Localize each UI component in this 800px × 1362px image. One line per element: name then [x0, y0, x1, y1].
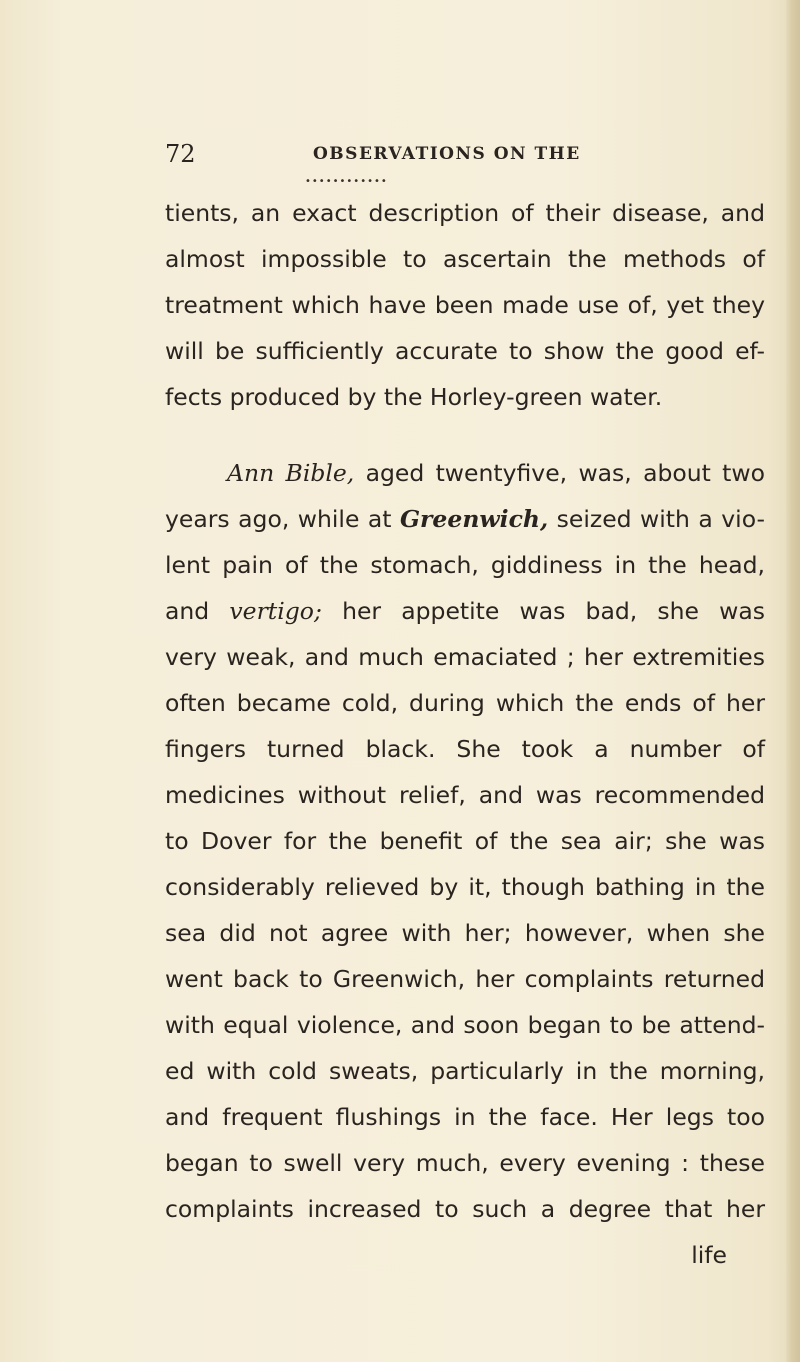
medical-term: vertigo;: [229, 597, 322, 625]
text-line: treatment which have been made use of, yet they: [165, 291, 765, 319]
text-segment: aged twentyfive, was, about two: [365, 459, 765, 487]
text-line: [165, 588, 765, 634]
text-line: and frequent flushings in the face. Her legs too: [165, 1103, 765, 1131]
page-header: [165, 140, 605, 174]
patient-name: Ann Bible,: [227, 459, 355, 487]
text-line: began to swell very much, every evening : these: [165, 1149, 765, 1177]
text-segment: seized with a vio-: [556, 505, 765, 533]
running-head: OBSERVATIONS ON THE: [313, 144, 581, 164]
text-line: to Dover for the benefit of the sea air; she was: [165, 827, 765, 855]
paragraph-gap: [165, 420, 765, 450]
text-line: will be sufficiently accurate to show the good ef-: [165, 337, 765, 365]
page-edge-shadow: [786, 0, 800, 1362]
text-line: [165, 496, 765, 542]
text-segment: and: [165, 597, 210, 625]
text-line: very weak, and much emaciated ; her extremities: [165, 643, 765, 671]
text-line: went back to Greenwich, her complaints returned: [165, 965, 765, 993]
text-line: medicines without relief, and was recommended: [165, 781, 765, 809]
text-line: [165, 450, 765, 496]
text-line: sea did not agree with her; however, when she: [165, 919, 765, 947]
text-line: tients, an exact description of their disease, and: [165, 199, 765, 227]
text-line: with equal violence, and soon began to be attend-: [165, 1011, 765, 1039]
place-name: Greenwich,: [399, 505, 549, 533]
text-line: often became cold, during which the ends of her: [165, 689, 765, 717]
page-number: 72: [165, 140, 196, 168]
text-line: considerably relieved by it, though bathing in the: [165, 873, 765, 901]
text-segment: her appetite was bad, she was: [342, 597, 765, 625]
catchword: life: [691, 1241, 727, 1269]
body-text: [165, 190, 765, 1278]
text-line: lent pain of the stomach, giddiness in the head,: [165, 551, 765, 579]
header-ornament-rule: ••••••••••••: [305, 176, 388, 187]
text-segment: years ago, while at: [165, 505, 392, 533]
text-line: fingers turned black. She took a number of: [165, 735, 765, 763]
text-line: almost impossible to ascertain the methods of: [165, 245, 765, 273]
text-line: ed with cold sweats, particularly in the morning,: [165, 1057, 765, 1085]
text-line: fects produced by the Horley-green water.: [165, 383, 663, 411]
text-line: complaints increased to such a degree that her: [165, 1195, 765, 1223]
